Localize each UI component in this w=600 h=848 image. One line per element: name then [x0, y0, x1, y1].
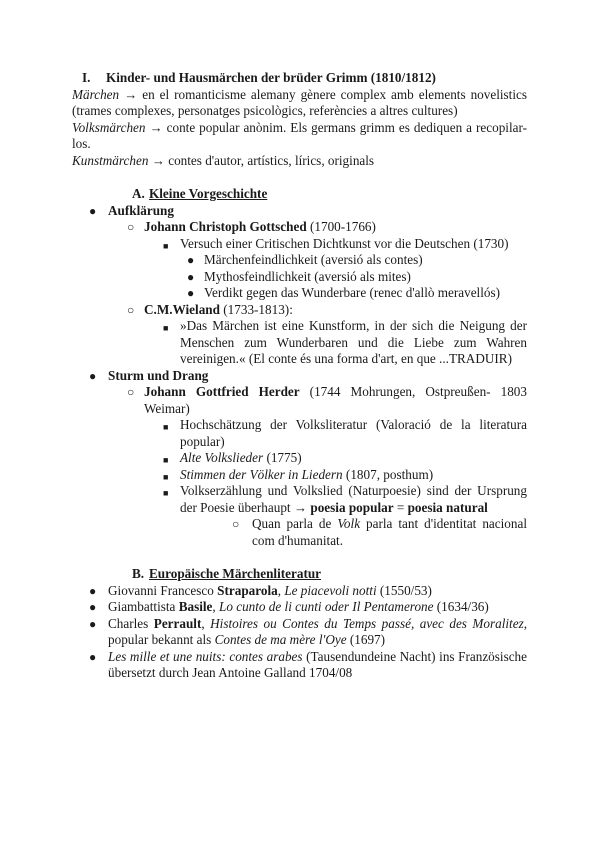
work-year: (1550/53): [376, 582, 432, 598]
list-item: [72, 384, 527, 417]
section-b-title: Europäische Märchenliteratur: [149, 566, 322, 581]
list-item: [72, 318, 527, 368]
section-b-number: B.: [132, 566, 145, 581]
wieland-name: C.M.Wieland: [144, 301, 220, 317]
herder-point: Hochschätzung der Volksliteratur (Valoració de la literatura popular): [180, 417, 527, 449]
equals-sign: =: [393, 499, 408, 515]
separator: ,: [212, 599, 219, 614]
section-a-title: Kleine Vorgeschichte: [149, 186, 268, 201]
list-item: [72, 236, 527, 253]
herder-work-title: Stimmen der Völker in Liedern: [180, 466, 343, 482]
square-bullet-icon: ■: [163, 323, 169, 333]
list-item: [72, 467, 527, 484]
work-title-alt: Contes de ma mère l'Oye: [214, 632, 347, 647]
sturm-label: Sturm und Drang: [108, 367, 209, 383]
list-item: [72, 252, 527, 269]
bullet-icon: ●: [89, 616, 97, 631]
term-marchen: Märchen: [72, 86, 120, 102]
gottsched-point: Verdikt gegen das Wunderbare (renec d'allò meravellós): [204, 285, 500, 300]
wieland-dates: (1733-1813):: [219, 301, 293, 317]
gottsched-dates: (1700-1766): [306, 219, 376, 234]
author-name: Straparola: [217, 582, 278, 598]
circle-bullet-icon: ○: [127, 385, 135, 399]
circle-bullet-icon: ○: [127, 302, 135, 317]
work-title: Les mille et une nuits: contes arabes: [108, 648, 303, 664]
chapter-title: Kinder- und Hausmärchen der brüder Grimm (1810/1812): [106, 70, 436, 85]
gottsched-work: Versuch einer Critischen Dichtkunst vor die Deutschen (1730): [180, 235, 509, 251]
bullet-icon: ●: [89, 600, 97, 614]
herder-volk-post: parla tant d'identitat nacional com d'humanitat.: [252, 516, 528, 548]
list-item: [72, 417, 527, 450]
list-item: [72, 516, 527, 549]
section-a-list: [72, 203, 527, 550]
bullet-icon: ●: [89, 203, 97, 218]
poesia-popular: poesia popular: [310, 499, 394, 515]
chapter-heading: [72, 70, 527, 87]
list-item: [72, 368, 527, 385]
section-a-number: A.: [132, 186, 145, 201]
herder-volk-pre: Quan parla de: [252, 516, 338, 531]
bullet-icon: ●: [187, 269, 195, 284]
circle-bullet-icon: ○: [232, 517, 240, 531]
bullet-icon: ●: [89, 649, 97, 664]
list-item: [72, 616, 527, 649]
herder-point: Volkserzählung und Volkslied (Naturpoesie) sind der Ursprung der Poesie überhaupt →: [180, 483, 527, 515]
author-first: Giovanni Francesco: [108, 582, 218, 598]
intro-paragraph: [72, 153, 527, 170]
gottsched-point: Märchenfeindlichkeit (aversió als contes): [204, 252, 423, 267]
def-volksmarchen: → conte popular anònim. Els germans grimm es dediquen a recopilar-los.: [72, 119, 527, 151]
work-note: , popular bekannt als: [108, 615, 527, 647]
author-name: Basile: [178, 599, 213, 614]
aufklarung-label: Aufklärung: [108, 202, 174, 218]
bullet-icon: ●: [89, 368, 97, 383]
list-item: [72, 583, 527, 600]
bullet-icon: ●: [89, 583, 97, 598]
intro-paragraph: [72, 120, 527, 153]
circle-bullet-icon: ○: [127, 220, 135, 234]
author-first: Giambattista: [108, 599, 179, 614]
intro-paragraph: [72, 87, 527, 120]
list-item: [72, 483, 527, 516]
def-kunstmarchen: → contes d'autor, artístics, lírics, originals: [148, 152, 375, 168]
term-kunstmarchen: Kunstmärchen: [72, 152, 149, 168]
section-b-list: [72, 583, 527, 682]
list-item: [72, 219, 527, 236]
work-title: Le piacevoli notti: [284, 582, 377, 598]
work-title: Histoires ou Contes du Temps passé, avec des Moralitez: [210, 615, 524, 631]
herder-name: Johann Gottfried Herder: [144, 384, 300, 399]
def-marchen: → en el romanticisme alemany gènere complex amb elements novelistics (trames complexes, personatges psicològics, referències a altres cultures): [72, 86, 527, 118]
list-item: [72, 649, 527, 682]
bullet-icon: ●: [187, 253, 195, 267]
gottsched-name: Johann Christoph Gottsched: [144, 219, 307, 234]
list-item: [72, 450, 527, 467]
square-bullet-icon: ■: [163, 422, 169, 432]
gottsched-point: Mythosfeindlichkeit (aversió als mites): [204, 268, 411, 284]
herder-dates: (1744 Mohrungen, Ostpreußen- 1803 Weimar): [144, 384, 527, 416]
section-a-heading: [72, 186, 527, 203]
list-item: [72, 269, 527, 286]
list-item: [72, 302, 527, 319]
list-item: [72, 285, 527, 302]
term-volksmarchen: Volksmärchen: [72, 119, 146, 135]
list-item: [72, 599, 527, 616]
square-bullet-icon: ■: [163, 240, 169, 251]
work-year: (1697): [346, 632, 386, 647]
poesia-natural: poesia natural: [407, 499, 488, 515]
work-year: (1634/36): [433, 599, 489, 614]
herder-work-year: (1807, posthum): [342, 466, 434, 482]
author-name: Perrault: [153, 615, 202, 631]
work-note: (Tausendundeine Nacht) ins Französische übersetzt durch Jean Antoine Galland 1704/08: [108, 648, 527, 680]
square-bullet-icon: ■: [163, 488, 169, 498]
author-first: Charles: [108, 615, 154, 631]
document-page: [72, 70, 527, 682]
herder-work-year: (1775): [263, 450, 302, 465]
separator: ,: [201, 615, 211, 631]
list-item: [72, 203, 527, 220]
separator: ,: [277, 582, 285, 598]
herder-work-title: Alte Volkslieder: [180, 450, 264, 465]
wieland-quote: »Das Märchen ist eine Kunstform, in der sich die Neigung der Menschen zum Wunderbaren und die Liebe zum Wahren vereinigen.« (El conte és una forma d'art, en que ...TRADUIR): [180, 318, 527, 366]
section-b-heading: [72, 566, 527, 583]
chapter-number: I.: [82, 70, 91, 85]
square-bullet-icon: ■: [163, 471, 169, 482]
bullet-icon: ●: [187, 286, 195, 300]
volk-term: Volk: [337, 516, 361, 531]
work-title: Lo cunto de li cunti oder Il Pentamerone: [218, 599, 434, 614]
square-bullet-icon: ■: [163, 455, 169, 465]
